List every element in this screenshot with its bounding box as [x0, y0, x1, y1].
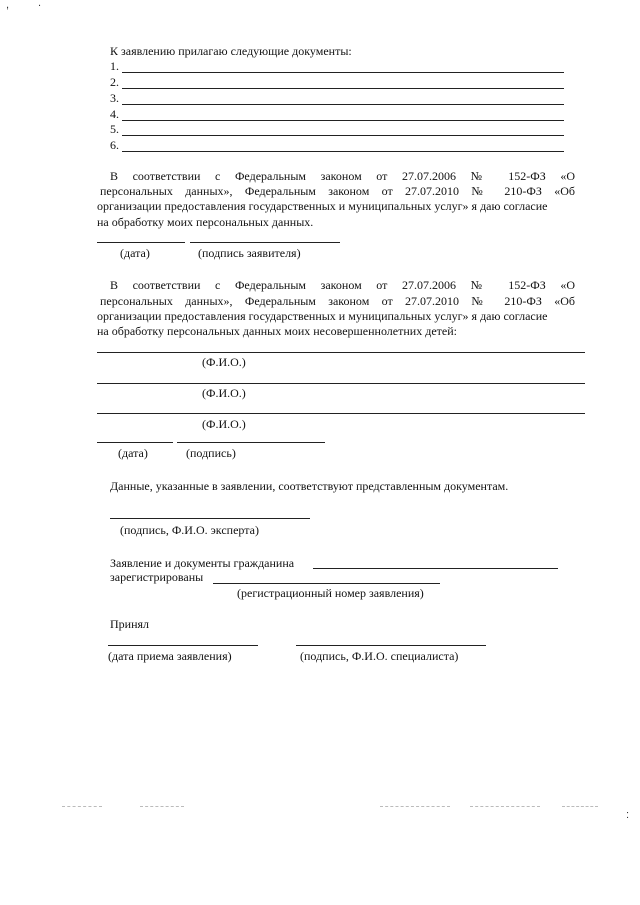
expert-sign-caption: (подпись, Ф.И.О. эксперта)	[120, 523, 259, 537]
scan-artifact-line	[140, 806, 184, 807]
consent2-date-line	[97, 442, 173, 443]
scan-artifact-line	[562, 806, 598, 807]
specialist-sign-caption: (подпись, Ф.И.О. специалиста)	[300, 649, 459, 663]
registration-number-line	[213, 583, 440, 584]
consent2-sign-caption: (подпись)	[186, 446, 236, 460]
child-fio-line	[97, 413, 585, 414]
expert-sign-line	[110, 518, 310, 519]
accept-date-line	[108, 645, 258, 646]
consent1-date-caption: (дата)	[120, 246, 150, 260]
doc-item-number: 3.	[110, 91, 119, 105]
doc-item-line	[122, 120, 564, 121]
registration-citizen-line	[313, 568, 558, 569]
registration-number-caption: (регистрационный номер заявления)	[237, 586, 424, 600]
scan-artifact-line	[470, 806, 540, 807]
verification-text: Данные, указанные в заявлении, соответствуют представленным документам.	[110, 479, 509, 493]
consent2-line: персональных данных», Федеральным законом от 27.07.2010 № 210-ФЗ «Об	[100, 294, 575, 308]
doc-item-number: 2.	[110, 75, 119, 89]
registration-label: Заявление и документы гражданина	[110, 556, 295, 570]
scan-mark: :	[626, 809, 630, 821]
child-fio-caption: (Ф.И.О.)	[202, 355, 246, 369]
child-fio-line	[97, 352, 585, 353]
child-fio-caption: (Ф.И.О.)	[202, 417, 246, 431]
doc-item-line	[122, 88, 564, 89]
consent1-line: персональных данных», Федеральным законом от 27.07.2010 № 210-ФЗ «Об	[100, 184, 575, 198]
child-fio-line	[97, 383, 585, 384]
consent2-line: организации предоставления государственных и муниципальных услуг» я даю согласие	[97, 309, 548, 323]
doc-item-number: 1.	[110, 59, 119, 73]
scan-mark: .	[38, 0, 42, 9]
doc-item-number: 4.	[110, 107, 119, 121]
scan-mark: ,	[6, 0, 10, 11]
consent1-sign-caption: (подпись заявителя)	[198, 246, 301, 260]
child-fio-caption: (Ф.И.О.)	[202, 386, 246, 400]
scan-artifact-line	[380, 806, 450, 807]
accepted-label: Принял	[110, 617, 150, 631]
consent1-line: В соответствии с Федеральным законом от 27.07.2006 № 152-ФЗ «О	[110, 169, 575, 183]
doc-item-line	[122, 151, 564, 152]
doc-item-number: 6.	[110, 138, 119, 152]
consent1-sign-line	[190, 242, 340, 243]
specialist-sign-line	[296, 645, 486, 646]
consent1-date-line	[97, 242, 185, 243]
scan-artifact-line	[62, 806, 102, 807]
documents-heading: К заявлению прилагаю следующие документы:	[110, 44, 352, 58]
doc-item-line	[122, 72, 564, 73]
consent2-sign-line	[177, 442, 325, 443]
doc-item-line	[122, 135, 564, 136]
consent2-line: В соответствии с Федеральным законом от 27.07.2006 № 152-ФЗ «О	[110, 278, 575, 292]
consent2-line: на обработку персональных данных моих несовершеннолетних детей:	[97, 324, 457, 338]
consent2-date-caption: (дата)	[118, 446, 148, 460]
consent1-line: на обработку моих персональных данных.	[97, 215, 314, 229]
accept-date-caption: (дата приема заявления)	[108, 649, 232, 663]
registered-label: зарегистрированы	[110, 570, 204, 584]
consent1-line: организации предоставления государственных и муниципальных услуг» я даю согласие	[97, 199, 548, 213]
doc-item-number: 5.	[110, 122, 119, 136]
doc-item-line	[122, 104, 564, 105]
